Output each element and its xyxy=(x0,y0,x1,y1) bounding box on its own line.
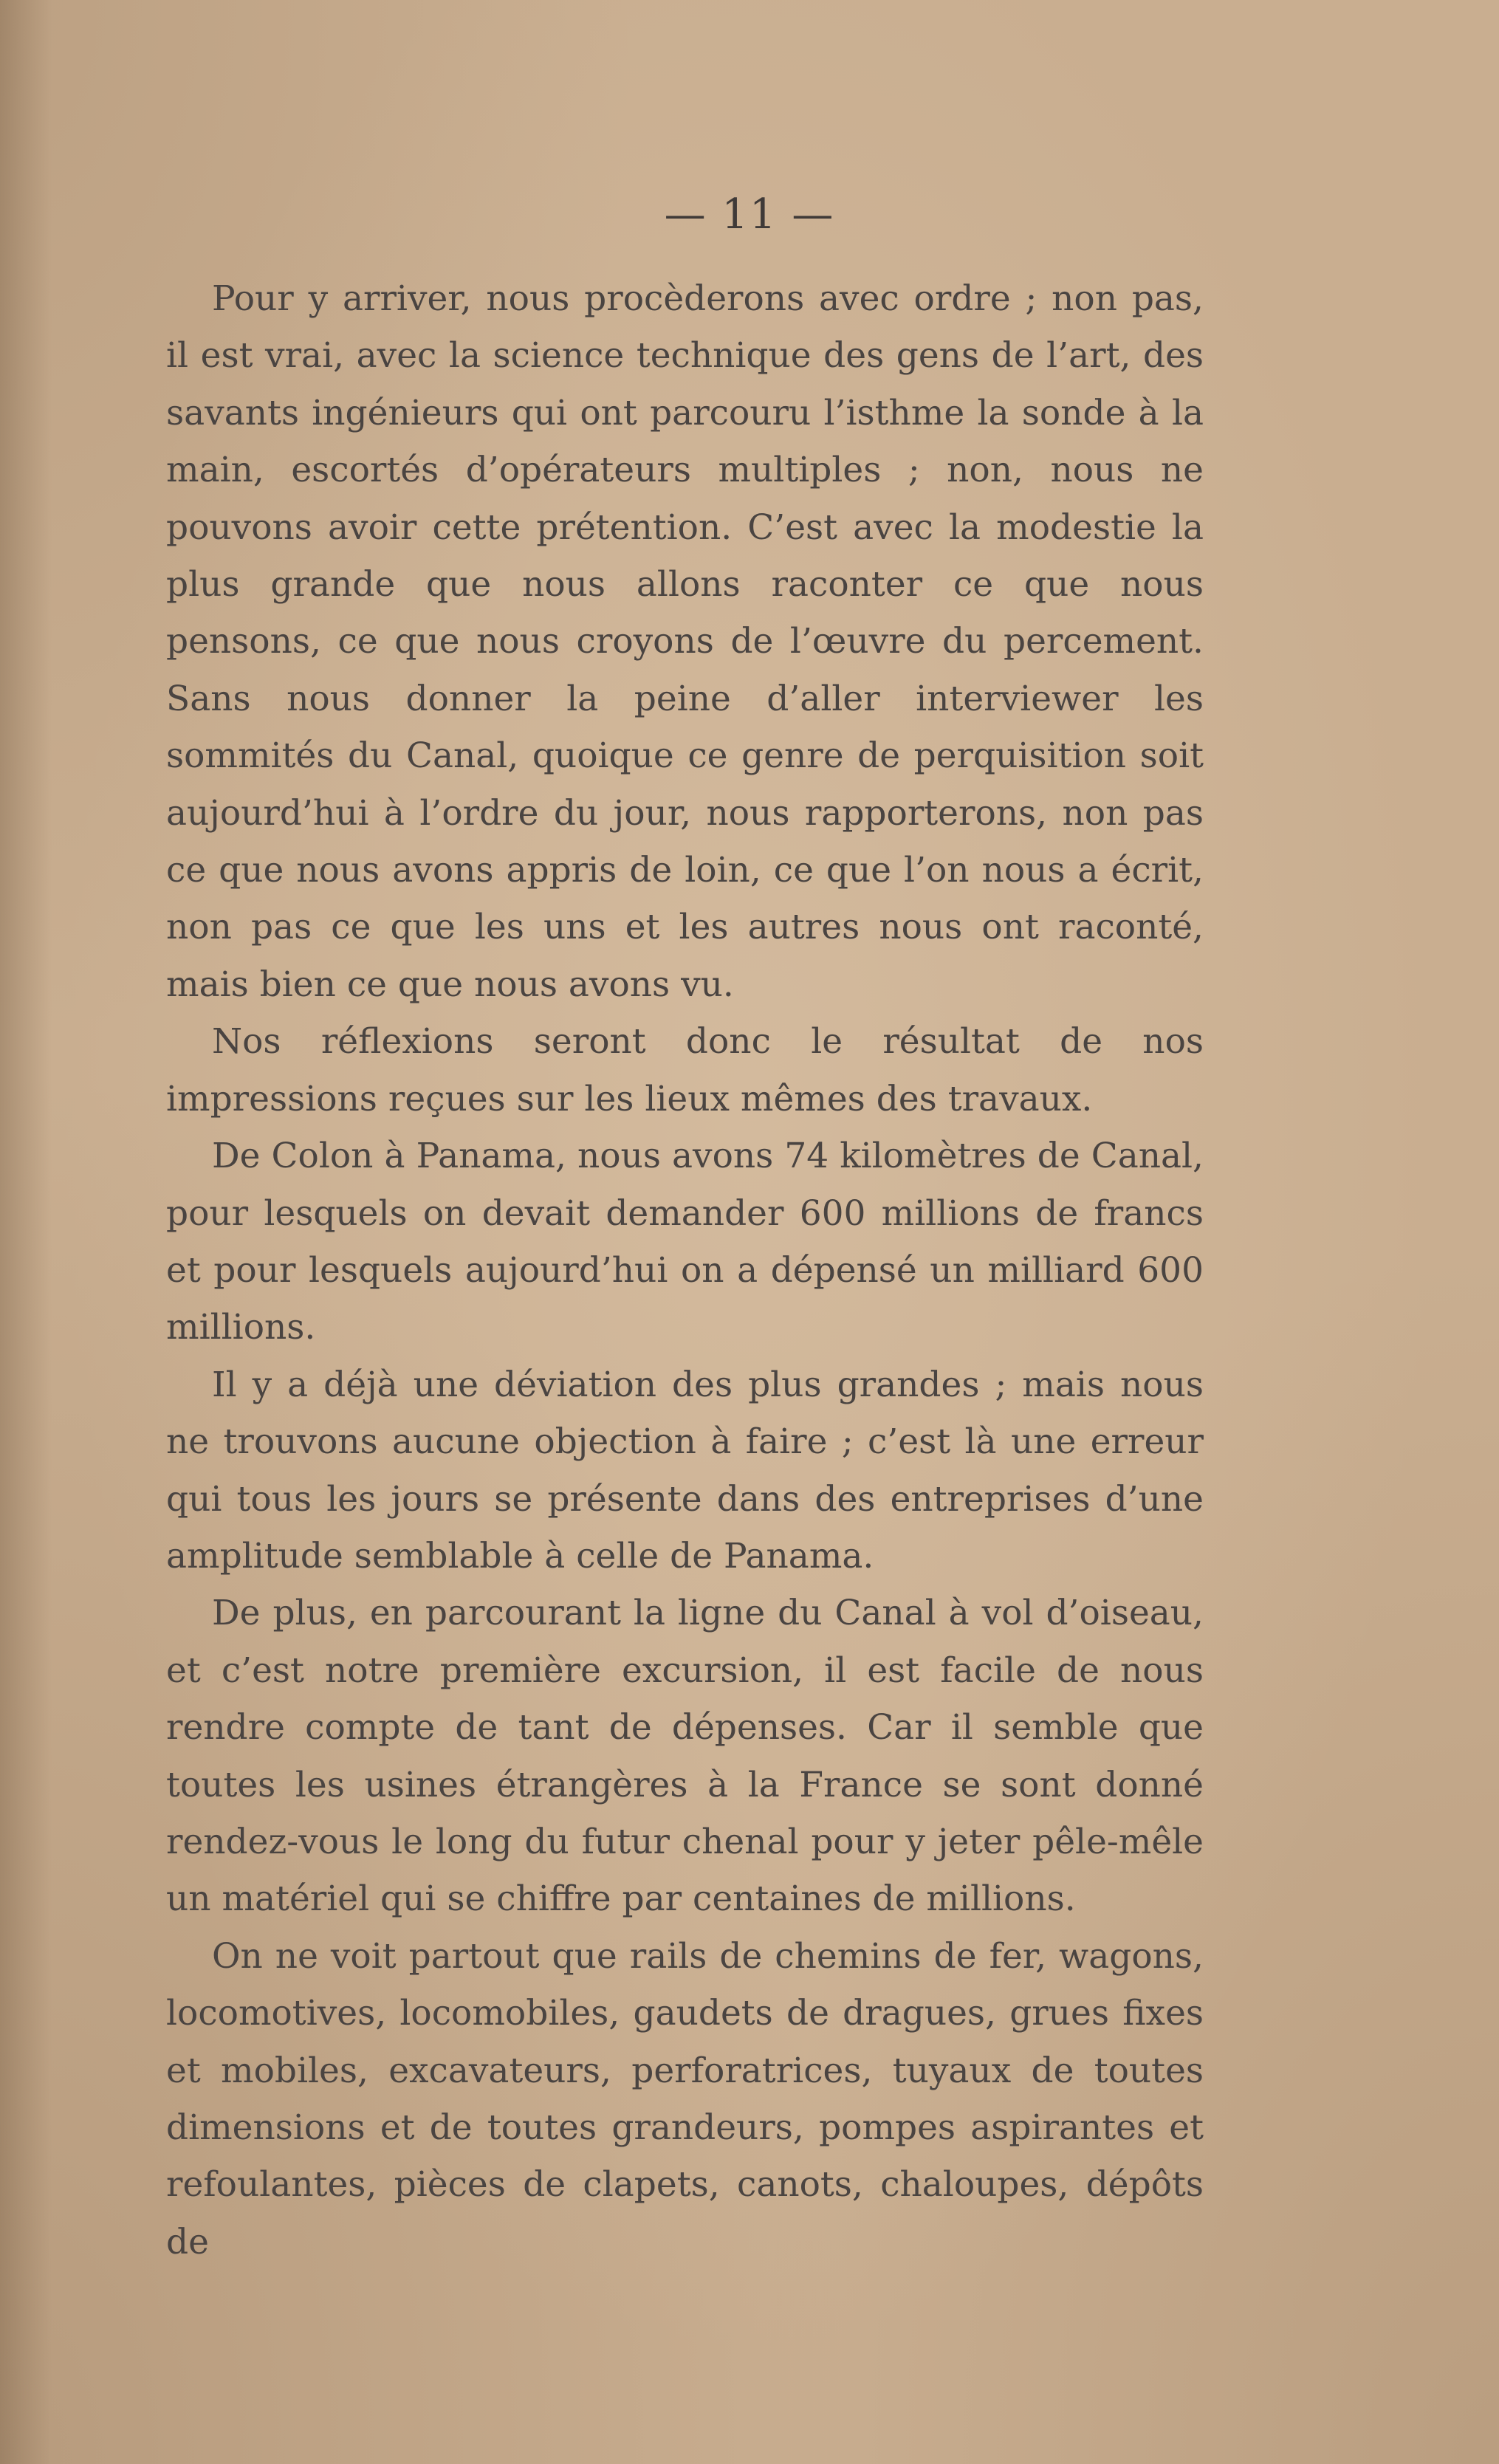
paragraph: Nos réflexions seront donc le résultat de nos impressions reçues sur les lieux mêmes des travaux. xyxy=(166,1021,1204,1119)
body-text xyxy=(166,270,1204,2271)
paragraph: Il y a déjà une déviation des plus grandes ; mais nous ne trouvons aucune objection à faire ; c’est là une erreur qui tous les jours se présente dans des entreprises d’une amplitude semblable à celle de Panama. xyxy=(166,1364,1204,1576)
paragraph: De Colon à Panama, nous avons 74 kilomètres de Canal, pour lesquels on devait demander 600 millions de francs et pour lesquels aujourd’hui on a dépensé un milliard 600 millions. xyxy=(166,1136,1204,1348)
paragraph: Pour y arriver, nous procèderons avec ordre ; non pas, il est vrai, avec la science technique des gens de l’art, des savants ingénieurs qui ont parcouru l’isthme la sonde à la main, escortés d’opérateurs multiples ; non, nous ne pouvons avoir cette prétention. C’est avec la modestie la plus grande que nous allons raconter ce que nous pensons, ce que nous croyons de l’œuvre du percement. Sans nous donner la peine d’aller interviewer les sommités du Canal, quoique ce genre de perquisition soit aujourd’hui à l’ordre du jour, nous rapporterons, non pas ce que nous avons appris de loin, ce que l’on nous a écrit, non pas ce que les uns et les autres nous ont raconté, mais bien ce que nous avons vu. xyxy=(166,278,1204,1005)
paragraph: De plus, en parcourant la ligne du Canal à vol d’oiseau, et c’est notre première excursion, il est facile de nous rendre compte de tant de dépenses. Car il semble que toutes les usines étrangères à la France se sont donné rendez-vous le long du futur chenal pour y jeter pêle-mêle un matériel qui se chiffre par centaines de millions. xyxy=(166,1593,1204,1920)
paragraph: On ne voit partout que rails de chemins de fer, wagons, locomotives, locomobiles, gaudets de dragues, grues fixes et mobiles, excavateurs, perforatrices, tuyaux de toutes dimensions et de toutes grandeurs, pompes aspirantes et refoulantes, pièces de clapets, canots, chaloupes, dépôts de xyxy=(166,1935,1204,2262)
page-number-header: — 11 — xyxy=(664,191,835,238)
page-edge-shadow xyxy=(0,0,52,2464)
